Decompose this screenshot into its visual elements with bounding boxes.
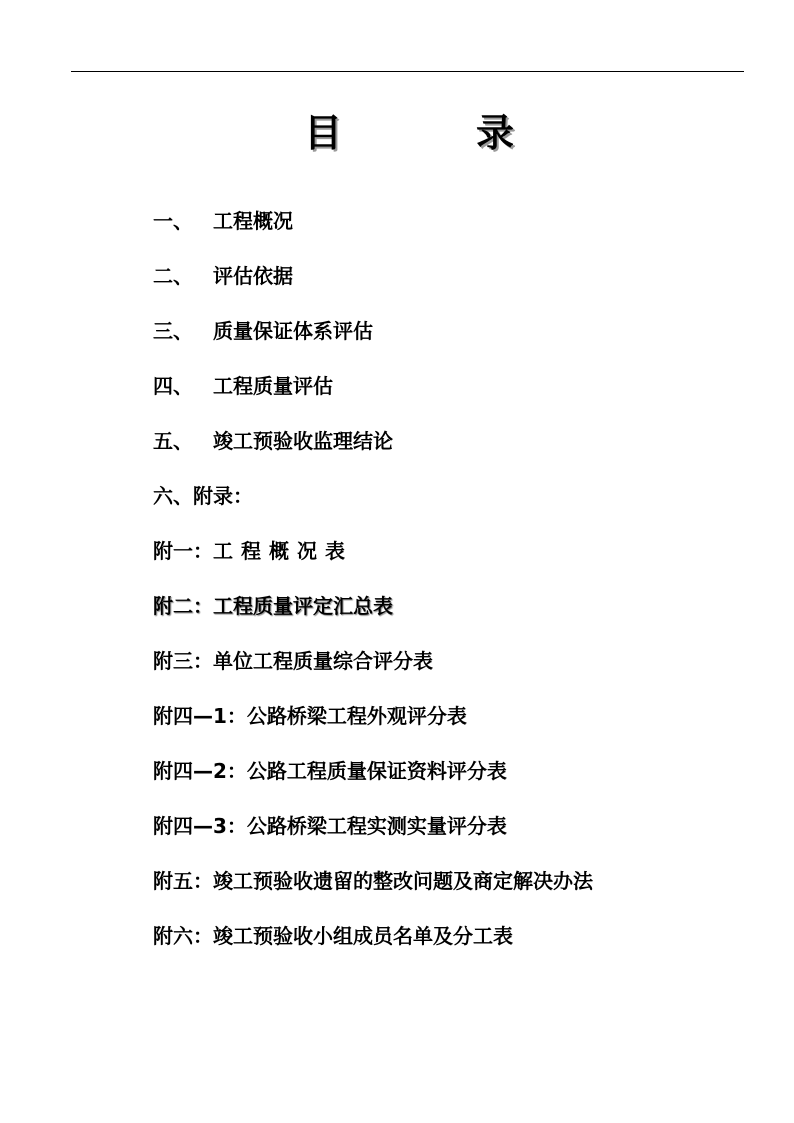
- toc-item-text: 工程概况: [213, 209, 293, 233]
- appendix-item-number: 附五：: [153, 869, 213, 893]
- toc-item-text: 附录：: [193, 484, 253, 508]
- appendix-item[interactable]: [153, 920, 593, 975]
- appendix-item[interactable]: [153, 535, 593, 590]
- appendix-item-number: 附一：: [153, 539, 213, 563]
- toc-item-number: 四、: [153, 374, 193, 398]
- appendix-item[interactable]: [153, 810, 593, 865]
- toc-item[interactable]: [153, 315, 593, 370]
- toc-item-number: 五、: [153, 429, 193, 453]
- appendix-item[interactable]: [153, 590, 593, 645]
- appendix-item-text: 竣工预验收小组成员名单及分工表: [213, 924, 513, 948]
- appendix-item-number: 附六：: [153, 924, 213, 948]
- appendix-item[interactable]: [153, 755, 593, 810]
- toc-item-text: 竣工预验收监理结论: [213, 429, 393, 453]
- appendix-item-text: 工程概况表: [213, 539, 353, 563]
- appendix-item[interactable]: [153, 865, 593, 920]
- toc-item[interactable]: [153, 260, 593, 315]
- appendix-item-number: 附三：: [153, 649, 213, 673]
- toc-item-number: 三、: [153, 319, 193, 343]
- header-rule: [71, 71, 744, 72]
- toc-item[interactable]: [153, 370, 593, 425]
- appendix-item[interactable]: [153, 645, 593, 700]
- appendix-item-number: 附四—1：: [153, 704, 247, 728]
- toc-item[interactable]: [153, 425, 593, 480]
- appendix-item-number: 附二：: [153, 594, 213, 618]
- toc-item-number: 六、: [153, 484, 193, 508]
- toc-item[interactable]: [153, 480, 593, 535]
- appendix-item-text: 竣工预验收遗留的整改问题及商定解决办法: [213, 869, 593, 893]
- appendix-item[interactable]: [153, 700, 593, 755]
- toc-item-text: 评估依据: [213, 264, 293, 288]
- toc-item[interactable]: [153, 205, 593, 260]
- appendix-item-text: 公路工程质量保证资料评分表: [246, 759, 507, 783]
- page-title-char: 录: [476, 111, 515, 155]
- appendix-item-text: 工程质量评定汇总表: [213, 594, 393, 618]
- toc-item-number: 二、: [153, 264, 193, 288]
- page-title: [0, 108, 794, 158]
- appendix-item-text: 公路桥梁工程实测实量评分表: [246, 814, 507, 838]
- appendix-item-number: 附四—2：: [153, 759, 247, 783]
- appendix-item-text: 单位工程质量综合评分表: [213, 649, 433, 673]
- appendix-item-number: 附四—3：: [153, 814, 247, 838]
- page-title-char: 目: [304, 111, 343, 155]
- toc-item-text: 工程质量评估: [213, 374, 333, 398]
- appendix-item-text: 公路桥梁工程外观评分表: [246, 704, 467, 728]
- table-of-contents: [153, 205, 593, 975]
- toc-item-text: 质量保证体系评估: [213, 319, 373, 343]
- toc-item-number: 一、: [153, 209, 193, 233]
